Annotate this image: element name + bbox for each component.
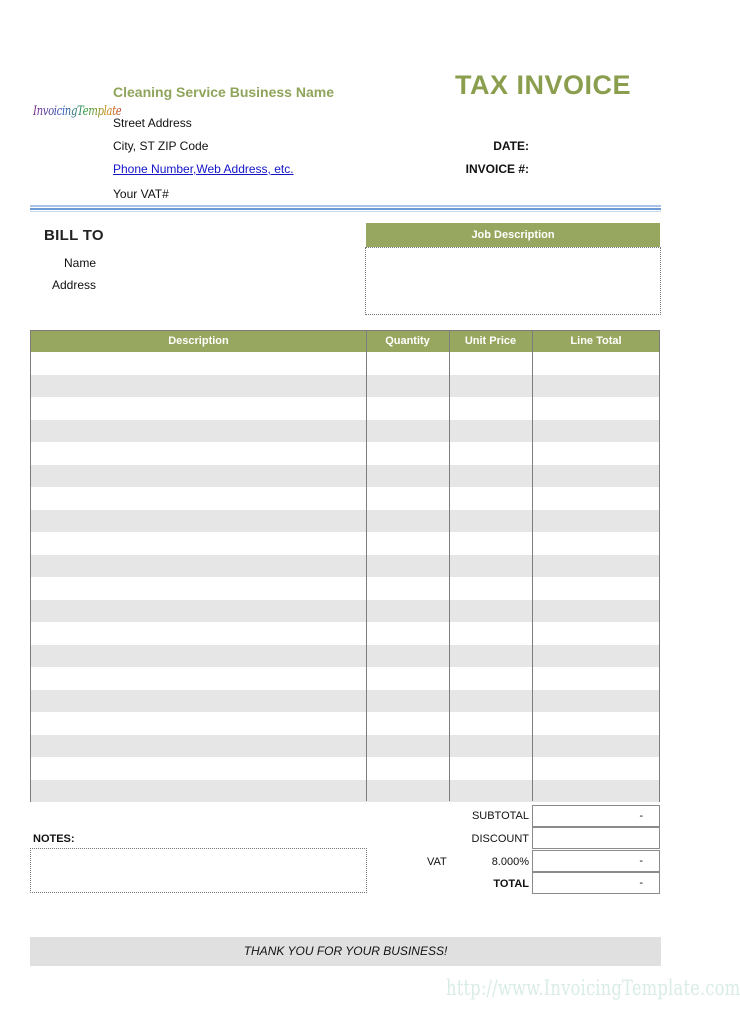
city-line: City, ST ZIP Code (113, 139, 209, 153)
table-row[interactable] (31, 397, 659, 420)
table-row[interactable] (31, 735, 659, 758)
vat-value: - (532, 850, 660, 872)
table-row[interactable] (31, 555, 659, 578)
company-logo: InvoicingTemplate (33, 104, 122, 119)
table-row[interactable] (31, 352, 659, 375)
header-divider (30, 205, 661, 212)
notes-field[interactable] (30, 848, 367, 893)
contact-link[interactable]: Phone Number,Web Address, etc. (113, 162, 294, 176)
discount-value[interactable] (532, 827, 660, 849)
table-row[interactable] (31, 577, 659, 600)
date-label: DATE: (493, 139, 529, 153)
notes-label: NOTES: (33, 833, 75, 845)
items-table (30, 330, 660, 802)
column-description: Description (168, 335, 229, 347)
invoice-title: TAX INVOICE (455, 70, 632, 100)
table-row[interactable] (31, 712, 659, 735)
total-value: - (532, 872, 660, 894)
bill-to-name-label: Name (63, 256, 96, 270)
column-line-total: Line Total (570, 335, 622, 347)
subtotal-value: - (532, 805, 660, 827)
table-row[interactable] (31, 375, 659, 398)
table-row[interactable] (31, 667, 659, 690)
table-row[interactable] (31, 510, 659, 533)
table-row[interactable] (31, 780, 659, 803)
table-row[interactable] (31, 645, 659, 668)
business-name: Cleaning Service Business Name (113, 84, 334, 100)
subtotal-label: SUBTOTAL (471, 810, 529, 822)
thank-you-banner: THANK YOU FOR YOUR BUSINESS! (30, 937, 661, 966)
items-table-header (31, 331, 659, 352)
column-unit-price: Unit Price (464, 335, 517, 347)
table-row[interactable] (31, 465, 659, 488)
table-row[interactable] (31, 622, 659, 645)
table-row[interactable] (31, 532, 659, 555)
table-row[interactable] (31, 600, 659, 623)
total-label: TOTAL (493, 878, 529, 890)
vat-rate: 8.000% (491, 856, 529, 868)
job-description-field[interactable] (365, 247, 661, 315)
column-divider (532, 331, 533, 801)
watermark-url: http://www.InvoicingTemplate.com (446, 976, 740, 1000)
table-row[interactable] (31, 487, 659, 510)
job-description-heading: Job Description (366, 223, 660, 247)
table-row[interactable] (31, 442, 659, 465)
discount-label: DISCOUNT (471, 833, 529, 845)
table-row[interactable] (31, 690, 659, 713)
bill-to-heading: BILL TO (44, 227, 104, 244)
bill-to-address-label: Address (51, 278, 96, 292)
vat-number: Your VAT# (113, 187, 169, 201)
table-row[interactable] (31, 757, 659, 780)
street-address: Street Address (113, 116, 192, 130)
column-divider (366, 331, 367, 801)
column-divider (449, 331, 450, 801)
invoice-number-label: INVOICE #: (465, 162, 529, 176)
table-row[interactable] (31, 420, 659, 443)
vat-label: VAT (427, 856, 447, 868)
column-quantity: Quantity (385, 335, 430, 347)
